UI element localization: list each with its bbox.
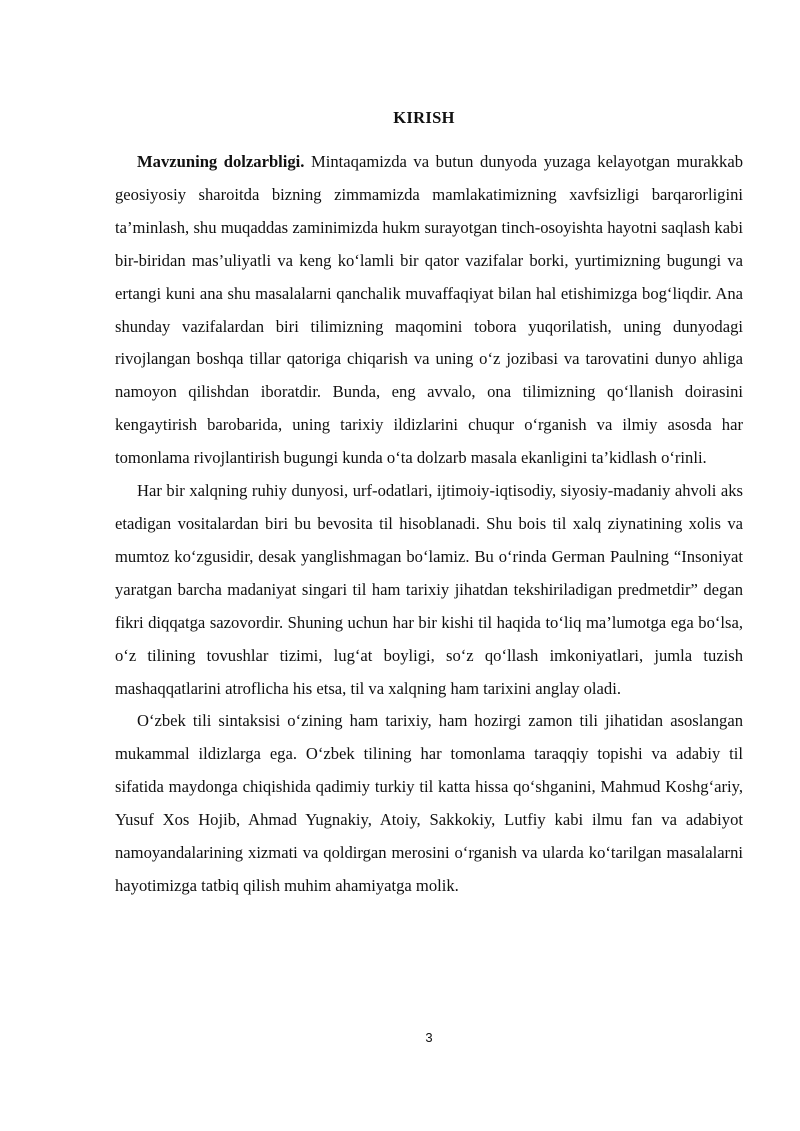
paragraph-text: Mintaqamizda va butun dunyoda yuzaga kelayotgan murakkab geosiyosiy sharoitda bizning zimmamizda mamlakatimizning xavfsizligi barqarorligini ta’minlash, shu muqaddas zaminimizda hukm surayotgan tinch-osoyishta hayotni saqlash kabi bir-biridan mas’uliyatli va keng koʻlamli bir qator vazifalar borki, yurtimizning bugungi va ertangi kuni ana shu masalalarni qanchalik muvaffaqiyat bilan hal etishimizga bogʻliqdir. Ana shunday vazifalardan biri tilimizning maqomini tobora yuqorilatish, uning dunyodagi rivojlangan boshqa tillar qatoriga chiqarish va uning oʻz jozibasi va tarovatini dunyo ahliga namoyon qilishdan iboratdir. Bunda, eng avvalo, ona tilimizning qoʻllanish doirasini kengaytirish barobarida, uning tarixiy ildizlarini chuqur oʻrganish va ilmiy asosda har tomonlama rivojlantirish bugungi kunda oʻta dolzarb masala ekanligini ta’kidlash oʻrinli. — [115, 152, 743, 468]
paragraph-text: Har bir xalqning ruhiy dunyosi, urf-odatlari, ijtimoiy-iqtisodiy, siyosiy-madaniy ahvoli aks etadigan vositalardan biri bu bevosita til hisoblanadi. Shu bois til xalq ziynatining xolis va mumtoz koʻzgusidir, desak yanglishmagan boʻlamiz. Bu oʻrinda German Paulning “Insoniyat yaratgan barcha madaniyat singari til ham tarixiy jihatdan tekshiriladigan predmetdir” degan fikri diqqatga sazovordir. Shuning uchun har bir kishi til haqida toʻliq ma’lumotga ega boʻlsa, oʻz tilining tovushlar tizimi, lugʻat boyligi, soʻz qoʻllash imkoniyatlari, jumla tuzish mashaqqatlarini atroflicha his etsa, til va xalqning ham tarixini anglay oladi. — [115, 481, 743, 698]
paragraph-uzbek-syntax — [115, 705, 743, 902]
paragraph-text: Oʻzbek tili sintaksisi oʻzining ham tarixiy, ham hozirgi zamon tili jihatidan asoslangan mukammal ildizlarga ega. Oʻzbek tilining har tomonlama taraqqiy topishi va adabiy til sifatida maydonga chiqishida qadimiy turkiy til katta hissa qoʻshganini, Mahmud Koshgʻariy, Yusuf Xos Hojib, Ahmad Yugnakiy, Atoiy, Sakkokiy, Lutfiy kabi ilmu fan va adabiyot namoyandalarining xizmati va qoldirgan merosini oʻrganish va ularda koʻtarilgan masalalarni hayotimizga tatbiq qilish muhim ahamiyatga molik. — [115, 711, 743, 895]
page-title: KIRISH — [393, 108, 455, 127]
paragraph-language-culture — [115, 475, 743, 705]
page-number: 3 — [425, 1030, 433, 1045]
body-text — [115, 146, 743, 903]
paragraph-relevance — [115, 146, 743, 475]
section-lead: Mavzuning dolzarbligi. — [137, 152, 305, 171]
